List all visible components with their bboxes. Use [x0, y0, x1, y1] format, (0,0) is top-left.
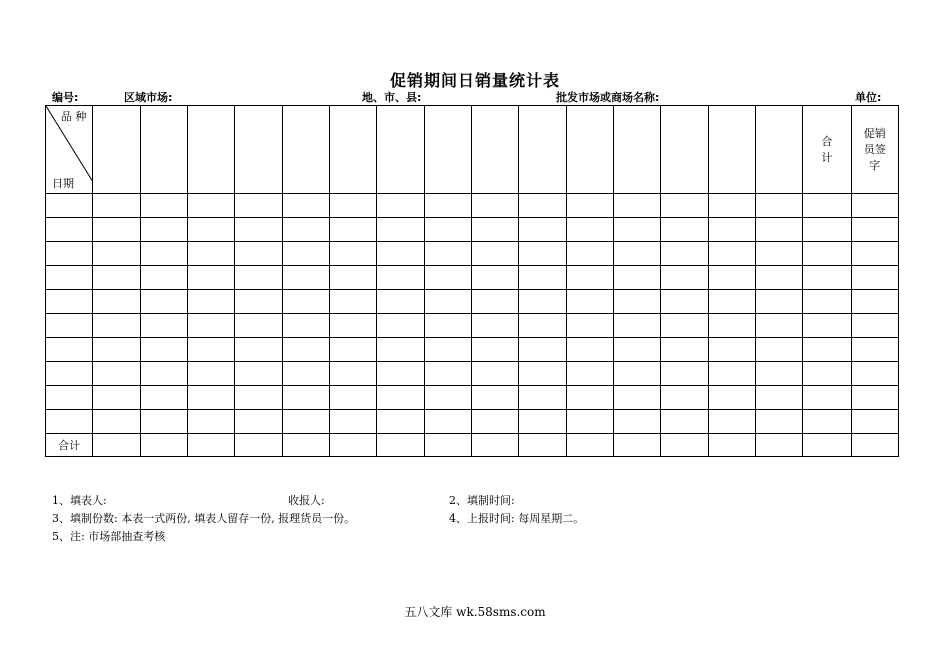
sales-cell[interactable]	[140, 290, 187, 314]
sales-cell[interactable]	[566, 290, 613, 314]
sales-cell[interactable]	[613, 362, 660, 386]
sales-cell[interactable]	[471, 362, 518, 386]
variety-cell[interactable]	[93, 106, 140, 194]
sales-cell[interactable]	[235, 410, 282, 434]
sales-cell[interactable]	[187, 290, 234, 314]
total-cell[interactable]	[282, 434, 329, 457]
sales-cell[interactable]	[803, 386, 851, 410]
sales-cell[interactable]	[851, 362, 898, 386]
sales-cell[interactable]	[755, 242, 802, 266]
corner-variety-label: 品 种	[60, 110, 87, 123]
sales-cell[interactable]	[282, 410, 329, 434]
table-row	[46, 314, 899, 338]
sales-cell[interactable]	[235, 218, 282, 242]
sales-cell[interactable]	[519, 290, 566, 314]
sales-cell[interactable]	[708, 410, 755, 434]
sales-cell[interactable]	[708, 290, 755, 314]
signature-header-line: 促销	[863, 126, 886, 140]
sales-cell[interactable]	[851, 314, 898, 338]
header-market-name-label: 批发市场或商场名称:	[556, 91, 660, 104]
sales-cell[interactable]	[661, 338, 708, 362]
sales-cell[interactable]	[661, 194, 708, 218]
sales-cell[interactable]	[851, 266, 898, 290]
sales-cell[interactable]	[471, 338, 518, 362]
sales-cell[interactable]	[613, 338, 660, 362]
total-cell[interactable]	[235, 434, 282, 457]
sales-cell[interactable]	[803, 218, 851, 242]
sales-cell[interactable]	[235, 242, 282, 266]
total-cell[interactable]	[519, 434, 566, 457]
sales-cell[interactable]	[377, 410, 424, 434]
sales-cell[interactable]	[755, 266, 802, 290]
total-cell[interactable]	[140, 434, 187, 457]
sales-cell[interactable]	[424, 410, 471, 434]
sales-cell[interactable]	[377, 386, 424, 410]
sales-cell[interactable]	[755, 218, 802, 242]
sales-cell[interactable]	[282, 314, 329, 338]
sales-cell[interactable]	[235, 386, 282, 410]
sales-cell[interactable]	[851, 194, 898, 218]
sales-cell[interactable]	[755, 338, 802, 362]
sales-cell[interactable]	[377, 266, 424, 290]
sales-cell[interactable]	[424, 218, 471, 242]
sales-cell[interactable]	[803, 242, 851, 266]
variety-cell[interactable]	[187, 106, 234, 194]
sales-cell[interactable]	[93, 386, 140, 410]
sales-cell[interactable]	[613, 242, 660, 266]
sales-cell[interactable]	[803, 410, 851, 434]
sales-cell[interactable]	[282, 290, 329, 314]
total-cell[interactable]	[851, 434, 898, 457]
date-cell[interactable]	[46, 338, 93, 362]
sales-cell[interactable]	[613, 314, 660, 338]
total-cell[interactable]	[708, 434, 755, 457]
sales-cell[interactable]	[851, 290, 898, 314]
sales-cell[interactable]	[613, 194, 660, 218]
note-report-time: 4、上报时间: 每周星期二。	[449, 512, 585, 525]
variety-cell[interactable]	[329, 106, 376, 194]
sales-cell[interactable]	[661, 218, 708, 242]
header-location-label: 地、市、县:	[362, 91, 422, 104]
table-row	[46, 290, 899, 314]
sales-cell[interactable]	[471, 290, 518, 314]
header-number-label: 编号:	[52, 91, 79, 104]
note-receiver: 收报人:	[288, 494, 325, 507]
sales-cell[interactable]	[187, 314, 234, 338]
table-body	[46, 194, 899, 434]
sales-cell[interactable]	[424, 266, 471, 290]
total-cell[interactable]	[661, 434, 708, 457]
sales-cell[interactable]	[140, 242, 187, 266]
sales-cell[interactable]	[566, 242, 613, 266]
total-column-header	[803, 106, 851, 194]
sales-cell[interactable]	[755, 194, 802, 218]
sales-cell[interactable]	[187, 242, 234, 266]
sales-cell[interactable]	[93, 242, 140, 266]
variety-cell[interactable]	[519, 106, 566, 194]
sales-cell[interactable]	[377, 362, 424, 386]
total-cell[interactable]	[566, 434, 613, 457]
sales-cell[interactable]	[187, 266, 234, 290]
sales-cell[interactable]	[708, 266, 755, 290]
sales-cell[interactable]	[235, 290, 282, 314]
sales-cell[interactable]	[519, 242, 566, 266]
total-cell[interactable]	[93, 434, 140, 457]
sales-cell[interactable]	[329, 410, 376, 434]
sales-cell[interactable]	[471, 242, 518, 266]
sales-cell[interactable]	[93, 266, 140, 290]
sales-cell[interactable]	[708, 362, 755, 386]
corner-cell	[46, 106, 93, 194]
sales-cell[interactable]	[424, 338, 471, 362]
sales-cell[interactable]	[187, 194, 234, 218]
sales-cell[interactable]	[613, 386, 660, 410]
header-region-label: 区域市场:	[124, 91, 173, 104]
sales-cell[interactable]	[566, 362, 613, 386]
table-row	[46, 194, 899, 218]
sales-cell[interactable]	[93, 194, 140, 218]
total-cell[interactable]	[424, 434, 471, 457]
sales-cell[interactable]	[282, 266, 329, 290]
total-cell[interactable]	[755, 434, 802, 457]
sales-cell[interactable]	[471, 386, 518, 410]
sales-cell[interactable]	[471, 218, 518, 242]
sales-cell[interactable]	[140, 266, 187, 290]
sales-cell[interactable]	[708, 218, 755, 242]
sales-cell[interactable]	[471, 314, 518, 338]
sales-table	[45, 105, 899, 457]
sales-cell[interactable]	[187, 218, 234, 242]
sales-cell[interactable]	[803, 266, 851, 290]
sales-cell[interactable]	[566, 266, 613, 290]
sales-cell[interactable]	[377, 218, 424, 242]
sales-cell[interactable]	[235, 362, 282, 386]
sales-cell[interactable]	[661, 362, 708, 386]
sales-cell[interactable]	[235, 314, 282, 338]
sales-cell[interactable]	[566, 194, 613, 218]
variety-cell[interactable]	[282, 106, 329, 194]
sales-cell[interactable]	[519, 194, 566, 218]
sales-cell[interactable]	[329, 194, 376, 218]
variety-cell[interactable]	[613, 106, 660, 194]
sales-cell[interactable]	[566, 338, 613, 362]
sales-cell[interactable]	[93, 410, 140, 434]
sales-cell[interactable]	[93, 218, 140, 242]
sales-cell[interactable]	[755, 362, 802, 386]
date-cell[interactable]	[46, 386, 93, 410]
sales-cell[interactable]	[755, 410, 802, 434]
sales-cell[interactable]	[566, 218, 613, 242]
sales-cell[interactable]	[424, 194, 471, 218]
sales-cell[interactable]	[140, 194, 187, 218]
variety-cell[interactable]	[140, 106, 187, 194]
sales-cell[interactable]	[566, 410, 613, 434]
sales-cell[interactable]	[282, 362, 329, 386]
sales-cell[interactable]	[140, 386, 187, 410]
sales-cell[interactable]	[566, 314, 613, 338]
sales-cell[interactable]	[93, 362, 140, 386]
sales-cell[interactable]	[803, 290, 851, 314]
sales-cell[interactable]	[708, 338, 755, 362]
sales-cell[interactable]	[329, 242, 376, 266]
total-header-char: 合	[821, 134, 833, 148]
sales-cell[interactable]	[282, 242, 329, 266]
sales-cell[interactable]	[187, 362, 234, 386]
sales-cell[interactable]	[93, 290, 140, 314]
sales-cell[interactable]	[329, 362, 376, 386]
variety-cell[interactable]	[377, 106, 424, 194]
sales-cell[interactable]	[329, 386, 376, 410]
sales-cell[interactable]	[93, 338, 140, 362]
signature-header-line: 字	[869, 158, 881, 172]
sales-cell[interactable]	[661, 266, 708, 290]
sales-cell[interactable]	[329, 266, 376, 290]
sales-cell[interactable]	[803, 338, 851, 362]
sales-cell[interactable]	[235, 194, 282, 218]
variety-cell[interactable]	[661, 106, 708, 194]
note-filler: 1、填表人:	[52, 494, 107, 507]
date-cell[interactable]	[46, 410, 93, 434]
sales-cell[interactable]	[140, 338, 187, 362]
sales-cell[interactable]	[755, 290, 802, 314]
note-copies: 3、填制份数: 本表一式两份, 填表人留存一份, 报理货员一份。	[52, 512, 356, 525]
variety-cell[interactable]	[708, 106, 755, 194]
sales-cell[interactable]	[708, 242, 755, 266]
sales-cell[interactable]	[708, 386, 755, 410]
sales-cell[interactable]	[519, 314, 566, 338]
date-cell[interactable]	[46, 218, 93, 242]
sales-cell[interactable]	[519, 338, 566, 362]
sales-cell[interactable]	[851, 338, 898, 362]
variety-cell[interactable]	[235, 106, 282, 194]
table-row	[46, 362, 899, 386]
sales-cell[interactable]	[708, 194, 755, 218]
date-cell[interactable]	[46, 314, 93, 338]
sales-cell[interactable]	[282, 386, 329, 410]
sales-cell[interactable]	[187, 410, 234, 434]
sales-cell[interactable]	[424, 386, 471, 410]
sales-cell[interactable]	[803, 314, 851, 338]
date-cell[interactable]	[46, 242, 93, 266]
sales-cell[interactable]	[661, 386, 708, 410]
total-cell[interactable]	[803, 434, 851, 457]
sales-cell[interactable]	[613, 290, 660, 314]
sales-cell[interactable]	[140, 410, 187, 434]
sales-cell[interactable]	[661, 290, 708, 314]
total-cell[interactable]	[377, 434, 424, 457]
sales-cell[interactable]	[661, 314, 708, 338]
table-row	[46, 266, 899, 290]
total-cell[interactable]	[187, 434, 234, 457]
signature-header-line: 员签	[863, 142, 886, 156]
sales-cell[interactable]	[424, 314, 471, 338]
form-title: 促销期间日销量统计表	[389, 71, 560, 90]
sales-cell[interactable]	[140, 218, 187, 242]
date-cell[interactable]	[46, 362, 93, 386]
sales-cell[interactable]	[661, 410, 708, 434]
sales-cell[interactable]	[755, 314, 802, 338]
sales-cell[interactable]	[282, 338, 329, 362]
sales-cell[interactable]	[519, 386, 566, 410]
total-cell[interactable]	[613, 434, 660, 457]
sales-cell[interactable]	[519, 410, 566, 434]
sales-cell[interactable]	[566, 386, 613, 410]
sales-cell[interactable]	[93, 314, 140, 338]
sales-cell[interactable]	[235, 338, 282, 362]
sales-cell[interactable]	[329, 218, 376, 242]
sales-cell[interactable]	[187, 386, 234, 410]
table-row	[46, 338, 899, 362]
sales-cell[interactable]	[613, 218, 660, 242]
table-row	[46, 410, 899, 434]
note-fill-time: 2、填制时间:	[449, 494, 515, 507]
sales-cell[interactable]	[282, 218, 329, 242]
sales-cell[interactable]	[377, 194, 424, 218]
sales-cell[interactable]	[851, 218, 898, 242]
sales-cell[interactable]	[471, 410, 518, 434]
total-cell[interactable]	[471, 434, 518, 457]
total-header-char: 计	[821, 150, 833, 164]
table-total-row	[46, 434, 899, 457]
table-row	[46, 386, 899, 410]
note-remark: 5、注: 市场部抽查考核	[52, 530, 166, 543]
sales-cell[interactable]	[471, 266, 518, 290]
header-unit-label: 单位:	[855, 91, 882, 104]
sales-cell[interactable]	[235, 266, 282, 290]
date-cell[interactable]	[46, 290, 93, 314]
sales-cell[interactable]	[424, 290, 471, 314]
table-header-row	[46, 106, 899, 194]
total-cell[interactable]	[329, 434, 376, 457]
variety-cell[interactable]	[471, 106, 518, 194]
sales-cell[interactable]	[424, 242, 471, 266]
signature-column-header	[851, 106, 898, 194]
footer-watermark: 五八文库 wk.58sms.com	[404, 605, 546, 619]
date-cell[interactable]	[46, 266, 93, 290]
sales-cell[interactable]	[282, 194, 329, 218]
sales-cell[interactable]	[851, 386, 898, 410]
sales-cell[interactable]	[851, 410, 898, 434]
variety-cell[interactable]	[755, 106, 802, 194]
sales-cell[interactable]	[661, 242, 708, 266]
sales-cell[interactable]	[471, 194, 518, 218]
variety-cell[interactable]	[566, 106, 613, 194]
sales-cell[interactable]	[329, 290, 376, 314]
sales-cell[interactable]	[755, 386, 802, 410]
sales-cell[interactable]	[613, 266, 660, 290]
sales-cell[interactable]	[708, 314, 755, 338]
corner-date-label: 日期	[52, 177, 74, 190]
sales-cell[interactable]	[377, 242, 424, 266]
table-row	[46, 242, 899, 266]
sales-cell[interactable]	[329, 338, 376, 362]
sales-cell[interactable]	[519, 218, 566, 242]
sales-cell[interactable]	[377, 314, 424, 338]
variety-cell[interactable]	[424, 106, 471, 194]
sales-cell[interactable]	[424, 362, 471, 386]
sales-cell[interactable]	[851, 242, 898, 266]
sales-cell[interactable]	[803, 362, 851, 386]
sales-cell[interactable]	[803, 194, 851, 218]
sales-cell[interactable]	[140, 314, 187, 338]
total-row-label: 合计	[46, 434, 93, 457]
sales-cell[interactable]	[519, 266, 566, 290]
sales-cell[interactable]	[140, 362, 187, 386]
sales-cell[interactable]	[377, 290, 424, 314]
table-row	[46, 218, 899, 242]
date-cell[interactable]	[46, 194, 93, 218]
sales-cell[interactable]	[519, 362, 566, 386]
sales-cell[interactable]	[329, 314, 376, 338]
sales-cell[interactable]	[613, 410, 660, 434]
sales-cell[interactable]	[377, 338, 424, 362]
sales-cell[interactable]	[187, 338, 234, 362]
